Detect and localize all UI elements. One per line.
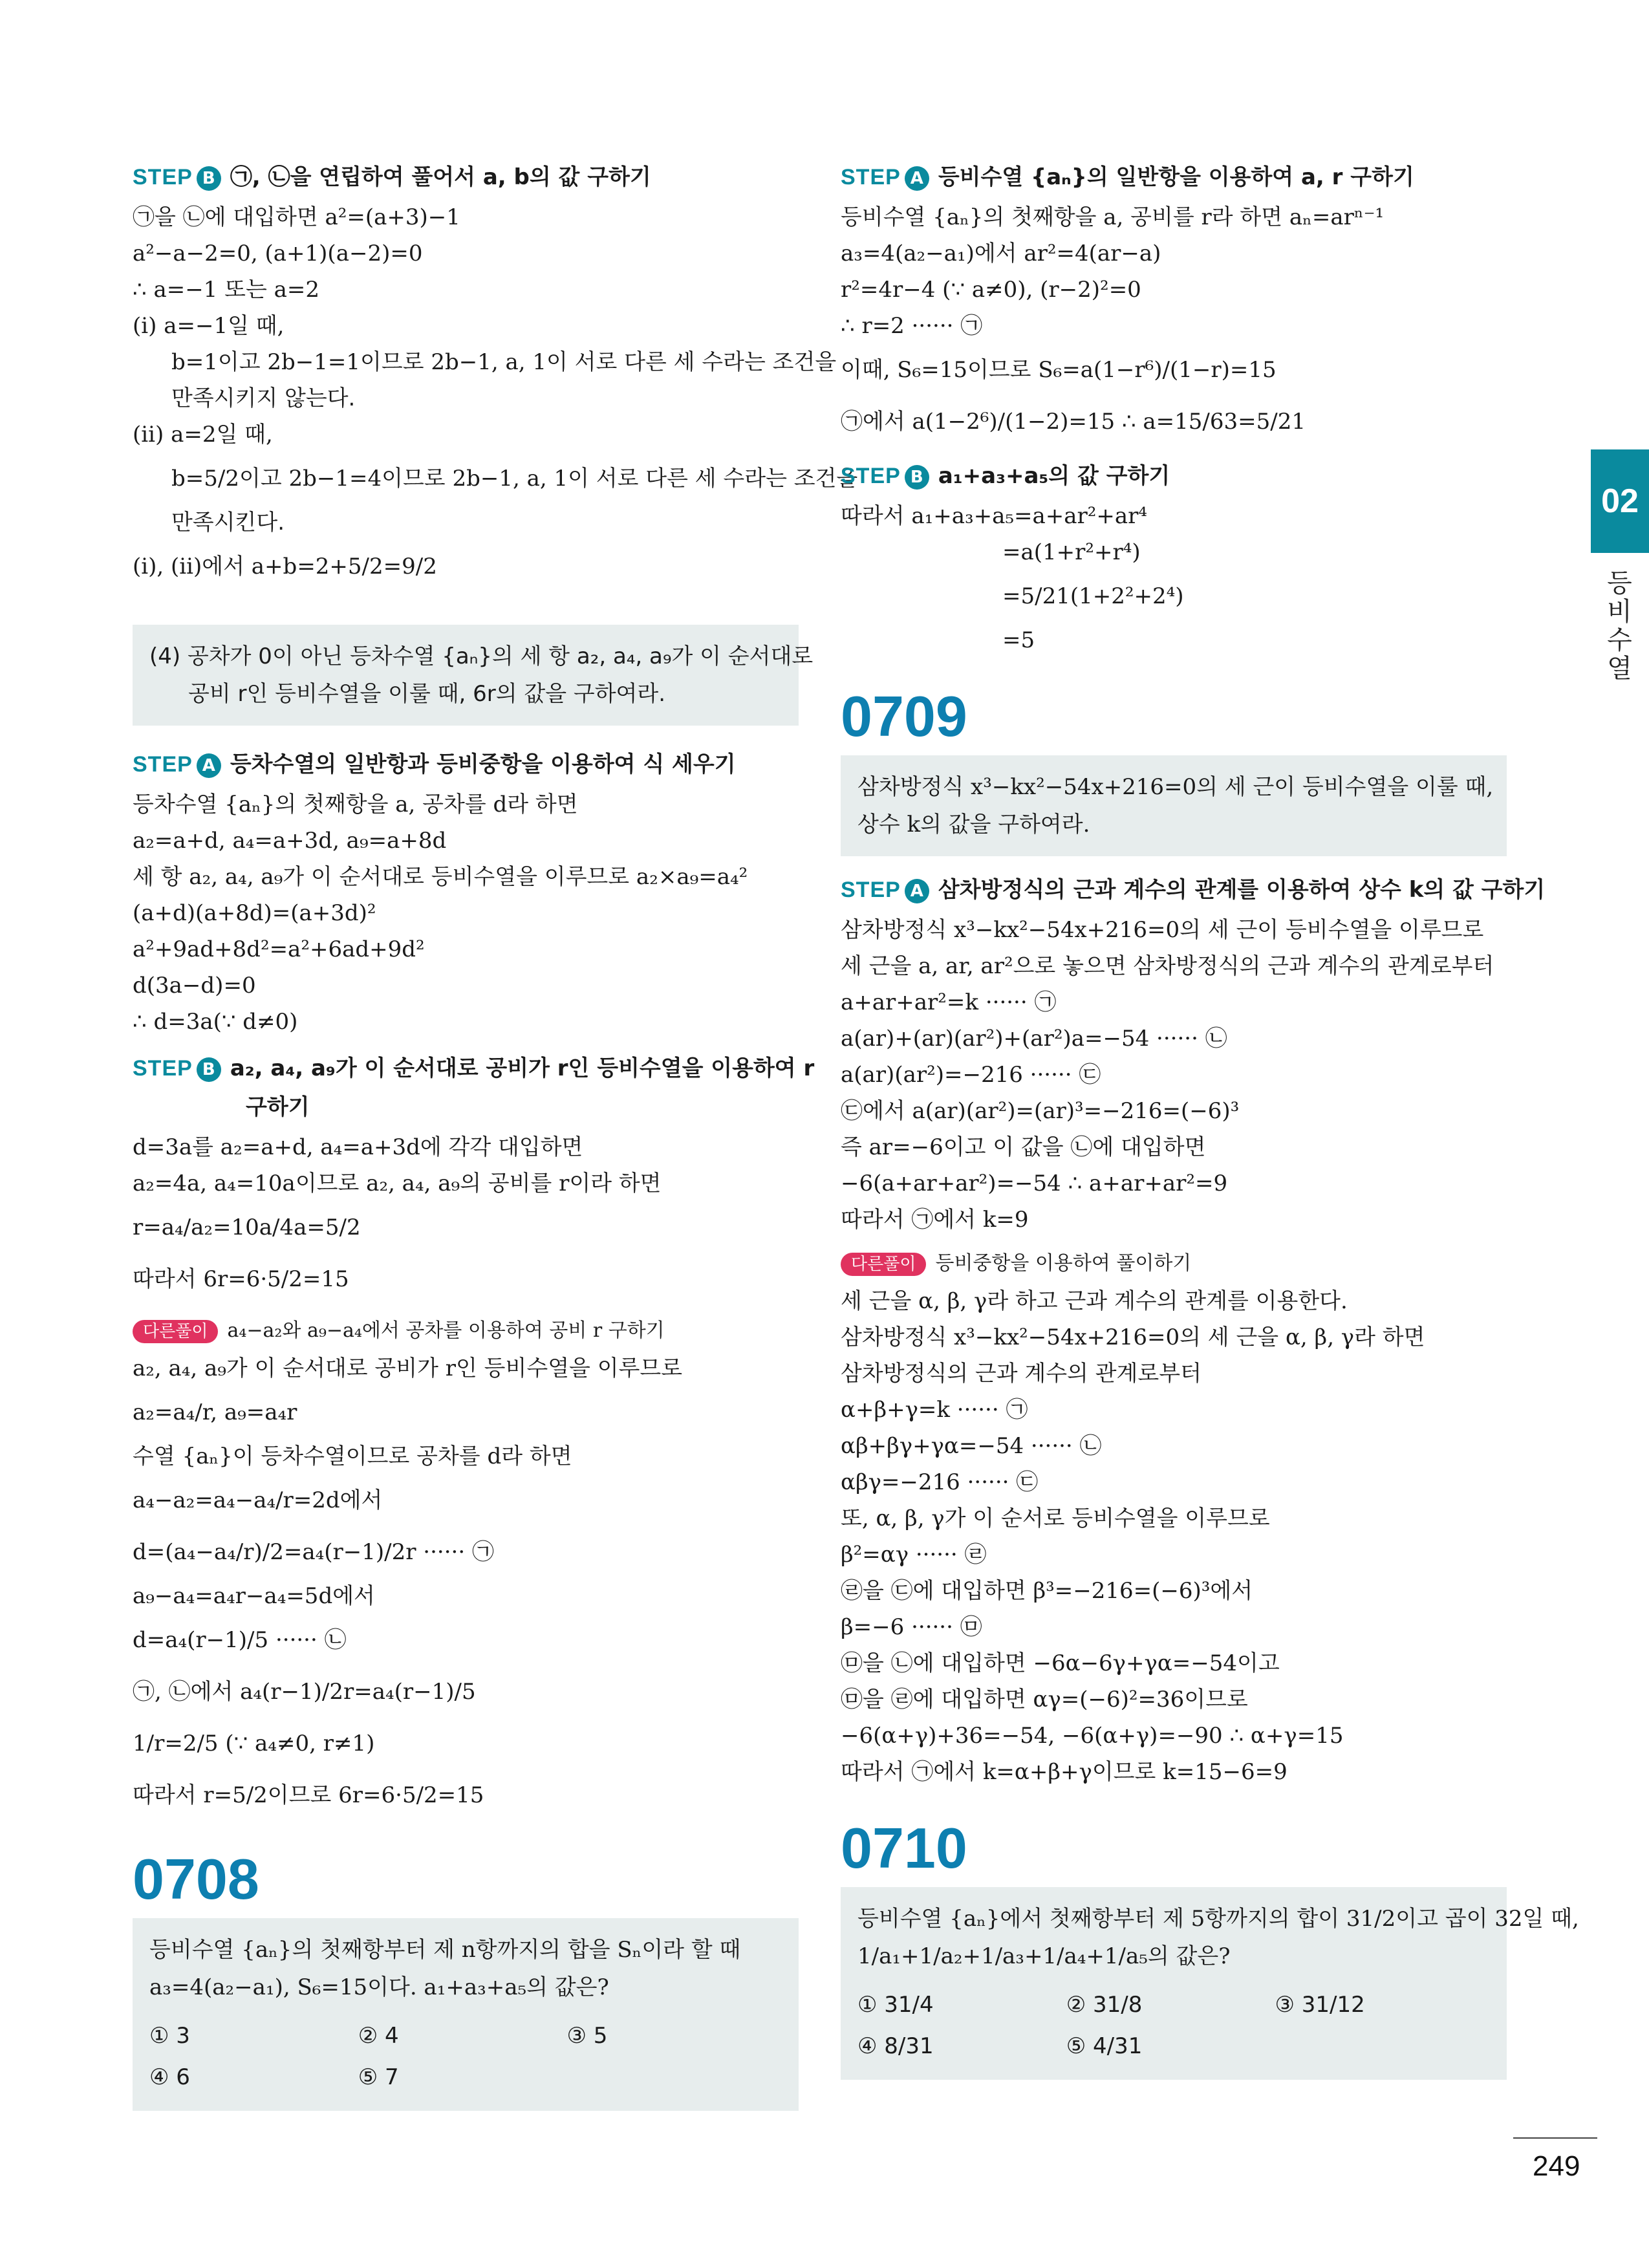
choice-1[interactable]: ① 31/4 xyxy=(857,1992,934,2018)
step-letter-badge: A xyxy=(197,753,221,778)
solution-line: 세 항 a₂, a₄, a₉가 이 순서대로 등비수열을 이루므로 a₂×a₉=a₄² xyxy=(133,864,748,890)
solution-line: 즉 ar=−6이고 이 값을 ㉡에 대입하면 xyxy=(841,1134,1206,1160)
left-column xyxy=(133,149,858,2125)
problem-line: 삼차방정식 x³−kx²−54x+216=0의 세 근이 등비수열을 이룰 때, xyxy=(857,774,1494,800)
alt-solution-badge: 다른풀이 xyxy=(133,1320,218,1343)
step-a-heading xyxy=(841,870,1546,909)
choice-5[interactable]: ⑤ 7 xyxy=(358,2064,399,2090)
solution-line: 등차수열 {aₙ}의 첫째항을 a, 공차를 d라 하면 xyxy=(133,792,578,817)
alt-solution-title: a₄−a₂와 a₉−a₄에서 공차를 이용하여 공비 r 구하기 xyxy=(227,1319,665,1342)
step-b-heading xyxy=(133,158,799,197)
solution-line: ㉠에서 a(1−2⁶)/(1−2)=15 ∴ a=15/63=5/21 xyxy=(841,409,1306,435)
solution-line: a₂=a₄/r, a₉=a₄r xyxy=(133,1399,297,1425)
step-a-heading xyxy=(133,745,799,784)
alt-solution-title: 등비중항을 이용하여 풀이하기 xyxy=(935,1252,1192,1275)
sub-question-line: 공비 r인 등비수열을 이룰 때, 6r의 값을 구하여라. xyxy=(188,681,666,707)
solution-line: −6(a+ar+ar²)=−54 ∴ a+ar+ar²=9 xyxy=(841,1171,1228,1196)
problem-box-0709 xyxy=(841,755,1507,856)
solution-line: αβγ=−216 ······ ㉢ xyxy=(841,1469,1039,1495)
step-letter-badge: B xyxy=(197,166,221,191)
problem-box-0710 xyxy=(841,1887,1579,2080)
step-tag: STEP xyxy=(841,464,901,488)
solution-line: b=1이고 2b−1=1이므로 2b−1, a, 1이 서로 다른 세 수라는 조건을 xyxy=(171,349,837,375)
choice-4[interactable]: ④ 6 xyxy=(149,2064,190,2090)
step-title: a₁+a₃+a₅의 값 구하기 xyxy=(938,463,1170,489)
solution-line: (ⅱ) a=2일 때, xyxy=(133,422,273,448)
choice-3[interactable]: ③ 31/12 xyxy=(1275,1992,1365,2018)
choice-2[interactable]: ② 31/8 xyxy=(1066,1992,1143,2018)
step-tag: STEP xyxy=(841,878,901,902)
answer-choices xyxy=(857,1984,1490,2067)
chapter-label: 등비수열 xyxy=(1602,569,1632,683)
solution-line: 또, α, β, γ가 이 순서로 등비수열을 이루므로 xyxy=(841,1506,1270,1531)
problem-number-0709: 0709 xyxy=(841,684,967,748)
solution-line: 따라서 6r=6·5/2=15 xyxy=(133,1266,349,1292)
solution-line: a₃=4(a₂−a₁)에서 ar²=4(ar−a) xyxy=(841,241,1161,266)
solution-line: =a(1+r²+r⁴) xyxy=(1002,539,1141,565)
choice-2[interactable]: ② 4 xyxy=(358,2023,399,2049)
step-b-heading xyxy=(841,457,1507,495)
solution-line: ㉢에서 a(ar)(ar²)=(ar)³=−216=(−6)³ xyxy=(841,1098,1240,1124)
solution-line: d=3a를 a₂=a+d, a₄=a+3d에 각각 대입하면 xyxy=(133,1134,583,1160)
step-letter-badge: B xyxy=(905,465,929,490)
solution-line: ㉣을 ㉢에 대입하면 β³=−216=(−6)³에서 xyxy=(841,1578,1253,1604)
solution-line: ∴ r=2 ······ ㉠ xyxy=(841,313,983,339)
choice-5[interactable]: ⑤ 4/31 xyxy=(1066,2033,1143,2059)
solution-line: a(ar)+(ar)(ar²)+(ar²)a=−54 ······ ㉡ xyxy=(841,1026,1227,1052)
alternative-solution-header xyxy=(133,1312,799,1350)
right-column xyxy=(841,149,1579,2094)
solution-line: d(3a−d)=0 xyxy=(133,973,256,999)
solution-line: a(ar)(ar²)=−216 ······ ㉢ xyxy=(841,1062,1101,1088)
solution-line: b=5/2이고 2b−1=4이므로 2b−1, a, 1이 서로 다른 세 수라는 조건을 xyxy=(171,466,858,491)
step-title: ㉠, ㉡을 연립하여 풀어서 a, b의 값 구하기 xyxy=(230,164,651,190)
solution-line: a²−a−2=0, (a+1)(a−2)=0 xyxy=(133,241,423,266)
step-tag: STEP xyxy=(133,165,193,189)
problem-line: 1/a₁+1/a₂+1/a₃+1/a₄+1/a₅의 값은? xyxy=(857,1943,1231,1969)
solution-line: −6(α+γ)+36=−54, −6(α+γ)=−90 ∴ α+γ=15 xyxy=(841,1723,1344,1749)
solution-line: 따라서 ㉠에서 k=α+β+γ이므로 k=15−6=9 xyxy=(841,1759,1288,1785)
solution-line: a₂=a+d, a₄=a+3d, a₉=a+8d xyxy=(133,828,447,854)
step-tag: STEP xyxy=(841,165,901,189)
problem-line: 등비수열 {aₙ}의 첫째항부터 제 n항까지의 합을 Sₙ이라 할 때 xyxy=(149,1937,741,1963)
solution-line: 세 근을 α, β, γ라 하고 근과 계수의 관계를 이용한다. xyxy=(841,1288,1348,1314)
solution-line: 따라서 ㉠에서 k=9 xyxy=(841,1207,1029,1233)
solution-line: =5 xyxy=(1002,627,1035,653)
solution-line: ∴ a=−1 또는 a=2 xyxy=(133,277,320,303)
solution-line: 만족시킨다. xyxy=(171,510,285,535)
problem-number-0708: 0708 xyxy=(133,1847,259,1911)
solution-line: a₉−a₄=a₄r−a₄=5d에서 xyxy=(133,1583,375,1609)
problem-line: 등비수열 {aₙ}에서 첫째항부터 제 5항까지의 합이 31/2이고 곱이 32일 때, xyxy=(857,1906,1579,1932)
sub-question-box xyxy=(133,625,814,726)
problem-line: a₃=4(a₂−a₁), S₆=15이다. a₁+a₃+a₅의 값은? xyxy=(149,1974,609,2000)
solution-line: ∴ d=3a(∵ d≠0) xyxy=(133,1009,298,1035)
footer-divider xyxy=(1513,2137,1597,2139)
page-number: 249 xyxy=(1533,2150,1580,2182)
solution-line: ㉠을 ㉡에 대입하면 a²=(a+3)−1 xyxy=(133,204,460,230)
solution-line: a₂=4a, a₄=10a이므로 a₂, a₄, a₉의 공비를 r이라 하면 xyxy=(133,1171,662,1196)
solution-line: (ⅰ), (ⅱ)에서 a+b=2+5/2=9/2 xyxy=(133,554,437,579)
choice-1[interactable]: ① 3 xyxy=(149,2023,190,2049)
solution-line: 1/r=2/5 (∵ a₄≠0, r≠1) xyxy=(133,1731,375,1756)
solution-line: r=a₄/a₂=10a/4a=5/2 xyxy=(133,1215,361,1240)
answer-choices xyxy=(149,2015,782,2098)
step-letter-badge: A xyxy=(905,879,929,903)
solution-line: r²=4r−4 (∵ a≠0), (r−2)²=0 xyxy=(841,277,1141,303)
solution-line: 삼차방정식의 근과 계수의 관계로부터 xyxy=(841,1361,1202,1387)
solution-line: 삼차방정식 x³−kx²−54x+216=0의 세 근이 등비수열을 이루므로 xyxy=(841,917,1484,943)
solution-line: a₄−a₂=a₄−a₄/r=2d에서 xyxy=(133,1487,383,1513)
step-title: 등차수열의 일반항과 등비중항을 이용하여 식 세우기 xyxy=(230,751,736,777)
choice-4[interactable]: ④ 8/31 xyxy=(857,2033,934,2059)
solution-line: αβ+βγ+γα=−54 ······ ㉡ xyxy=(841,1433,1102,1459)
solution-line: =5/21(1+2²+2⁴) xyxy=(1002,583,1184,609)
step-letter-badge: B xyxy=(197,1057,221,1082)
solution-line: α+β+γ=k ······ ㉠ xyxy=(841,1397,1028,1423)
solution-line: 만족시키지 않는다. xyxy=(171,385,356,411)
alternative-solution-header xyxy=(841,1244,1507,1283)
solution-line: 삼차방정식 x³−kx²−54x+216=0의 세 근을 α, β, γ라 하면 xyxy=(841,1324,1425,1350)
solution-line: a²+9ad+8d²=a²+6ad+9d² xyxy=(133,936,425,962)
solution-line: β=−6 ······ ㉤ xyxy=(841,1614,982,1640)
solution-line: 등비수열 {aₙ}의 첫째항을 a, 공비를 r라 하면 aₙ=arⁿ⁻¹ xyxy=(841,204,1385,230)
problem-box-0708 xyxy=(133,1918,799,2111)
solution-line: 따라서 a₁+a₃+a₅=a+ar²+ar⁴ xyxy=(841,503,1148,529)
sub-question-line: (4) 공차가 0이 아닌 등차수열 {aₙ}의 세 항 a₂, a₄, a₉가 이 순서대로 xyxy=(149,643,814,669)
solution-line: ㉤을 ㉡에 대입하면 −6α−6γ+γα=−54이고 xyxy=(841,1650,1280,1676)
solution-line: a₂, a₄, a₉가 이 순서대로 공비가 r인 등비수열을 이루므로 xyxy=(133,1355,683,1381)
solution-line: 따라서 r=5/2이므로 6r=6·5/2=15 xyxy=(133,1782,484,1808)
step-b-heading xyxy=(133,1049,815,1127)
solution-line: (ⅰ) a=−1일 때, xyxy=(133,313,285,339)
alt-solution-badge: 다른풀이 xyxy=(841,1253,926,1276)
step-title: 삼차방정식의 근과 계수의 관계를 이용하여 상수 k의 값 구하기 xyxy=(938,877,1546,903)
solution-line: d=(a₄−a₄/r)/2=a₄(r−1)/2r ······ ㉠ xyxy=(133,1539,494,1565)
solution-line: β²=αγ ······ ㉣ xyxy=(841,1542,987,1568)
step-tag: STEP xyxy=(133,1056,193,1081)
step-tag: STEP xyxy=(133,752,193,777)
solution-line: 세 근을 a, ar, ar²으로 놓으면 삼차방정식의 근과 계수의 관계로부터 xyxy=(841,953,1494,979)
solution-line: ㉠, ㉡에서 a₄(r−1)/2r=a₄(r−1)/5 xyxy=(133,1679,476,1705)
solution-line: 이때, S₆=15이므로 S₆=a(1−r⁶)/(1−r)=15 xyxy=(841,357,1277,383)
solution-line: ㉤을 ㉣에 대입하면 αγ=(−6)²=36이므로 xyxy=(841,1687,1248,1712)
step-title: a₂, a₄, a₉가 이 순서대로 공비가 r인 등비수열을 이용하여 r xyxy=(230,1055,815,1081)
step-title: 등비수열 {aₙ}의 일반항을 이용하여 a, r 구하기 xyxy=(938,164,1414,190)
problem-line: 상수 k의 값을 구하여라. xyxy=(857,812,1090,837)
chapter-tab: 02 xyxy=(1591,449,1649,553)
step-a-heading xyxy=(841,158,1507,197)
solution-line: (a+d)(a+8d)=(a+3d)² xyxy=(133,900,376,926)
step-title-continued: 구하기 xyxy=(246,1094,310,1120)
step-letter-badge: A xyxy=(905,166,929,191)
solution-line: 수열 {aₙ}이 등차수열이므로 공차를 d라 하면 xyxy=(133,1443,572,1469)
solution-line: d=a₄(r−1)/5 ······ ㉡ xyxy=(133,1627,347,1653)
solution-line: a+ar+ar²=k ······ ㉠ xyxy=(841,989,1057,1015)
problem-number-0710: 0710 xyxy=(841,1816,967,1880)
choice-3[interactable]: ③ 5 xyxy=(566,2023,608,2049)
